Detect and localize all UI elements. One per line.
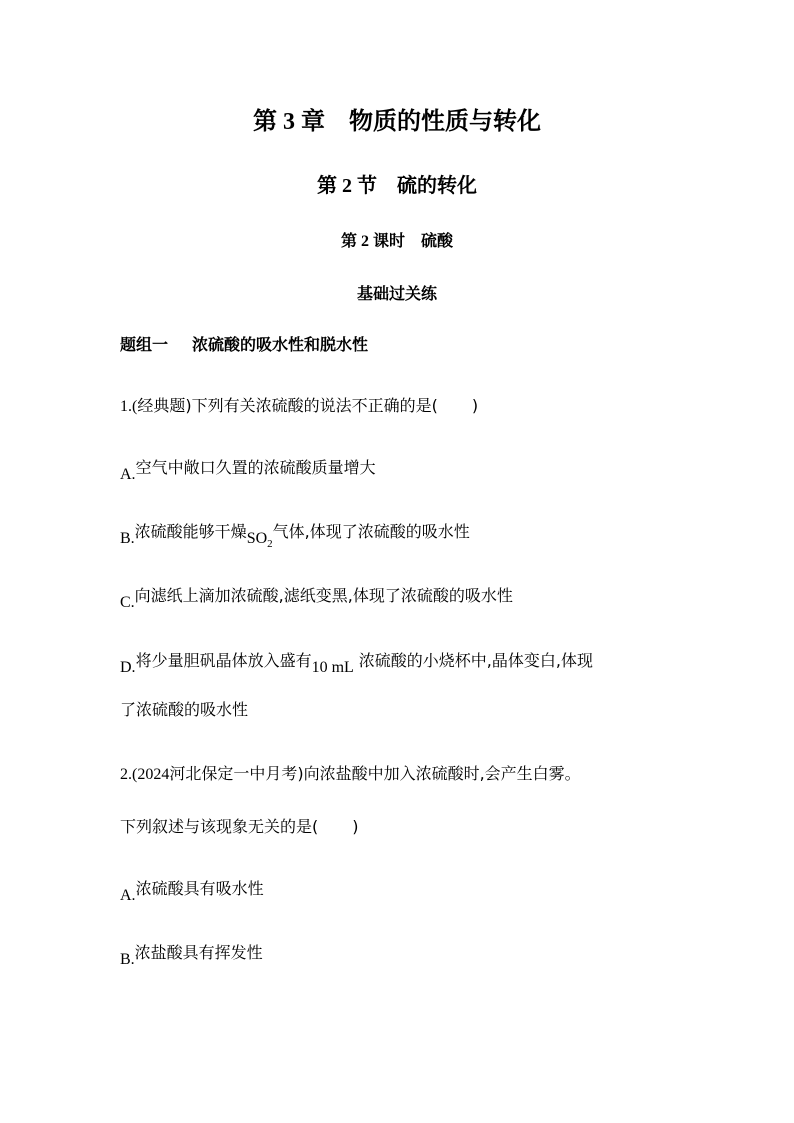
question-2-stem [120, 759, 581, 790]
question-1-option-d [120, 646, 593, 683]
question-2-text-continued: 下列叙述与该现象无关的是( [120, 817, 319, 836]
volume-amount: 10 mL [311, 659, 354, 676]
level-title: 基础过关练 [356, 286, 437, 303]
option-text-continued: 气体,体现了浓硫酸的吸水性 [272, 522, 470, 541]
question-1-blank-close: ) [471, 396, 479, 415]
chemical-formula: $SO_2$ [246, 530, 273, 550]
group-title: 浓硫酸的吸水性和脱水性 [192, 337, 369, 354]
option-text: 向滤纸上滴加浓硫酸,滤纸变黑,体现了浓硫酸的吸水性 [134, 586, 513, 605]
question-2-stem-continued [120, 812, 359, 842]
chapter-number: 第 3 章 [253, 109, 325, 135]
question-2-blank-close: ) [352, 817, 359, 836]
question-1-option-b [120, 517, 470, 559]
section-heading [0, 171, 794, 201]
option-text-continued: 浓硫酸的小烧杯中,晶体变白,体现 [358, 651, 593, 670]
option-letter: A. [120, 466, 136, 483]
question-2-source: 河北保定一中月考 [169, 764, 298, 783]
lesson-number: 第 2 课时 [340, 233, 405, 250]
question-1-option-a [120, 453, 376, 490]
option-letter: B. [120, 530, 135, 547]
option-letter: D. [120, 659, 136, 676]
option-text: 浓硫酸能够干燥 [134, 522, 247, 541]
question-1-source: 经典题 [137, 396, 186, 415]
question-2-text: )向浓盐酸中加入浓硫酸时,会产生白雾。 [297, 764, 581, 783]
question-2-option-a [120, 874, 264, 911]
question-1-text: )下列有关浓硫酸的说法不正确的是( [185, 396, 438, 415]
chapter-title: 物质的性质与转化 [349, 109, 541, 135]
section-number: 第 2 节 [317, 175, 377, 197]
option-letter: A. [120, 887, 136, 904]
question-2-option-b [120, 938, 263, 975]
chapter-heading [0, 104, 794, 140]
question-1-option-c [120, 581, 513, 618]
option-text: 空气中敞口久置的浓硫酸质量增大 [135, 458, 376, 477]
option-text: 浓盐酸具有挥发性 [134, 943, 263, 962]
option-letter: C. [120, 594, 135, 611]
question-group-heading [120, 333, 368, 359]
option-text: 将少量胆矾晶体放入盛有 [135, 651, 312, 670]
question-2-prefix: 2.(2024 [120, 766, 170, 783]
option-letter: B. [120, 951, 135, 968]
section-title: 硫的转化 [397, 175, 477, 197]
group-number: 题组一 [120, 337, 169, 354]
option-text: 浓硫酸具有吸水性 [135, 879, 264, 898]
question-1-option-d-continued: 了浓硫酸的吸水性 [120, 700, 249, 719]
lesson-title: 硫酸 [421, 233, 454, 250]
lesson-heading [0, 229, 794, 255]
question-1-prefix: 1.( [120, 398, 138, 415]
question-1-stem [120, 391, 478, 422]
